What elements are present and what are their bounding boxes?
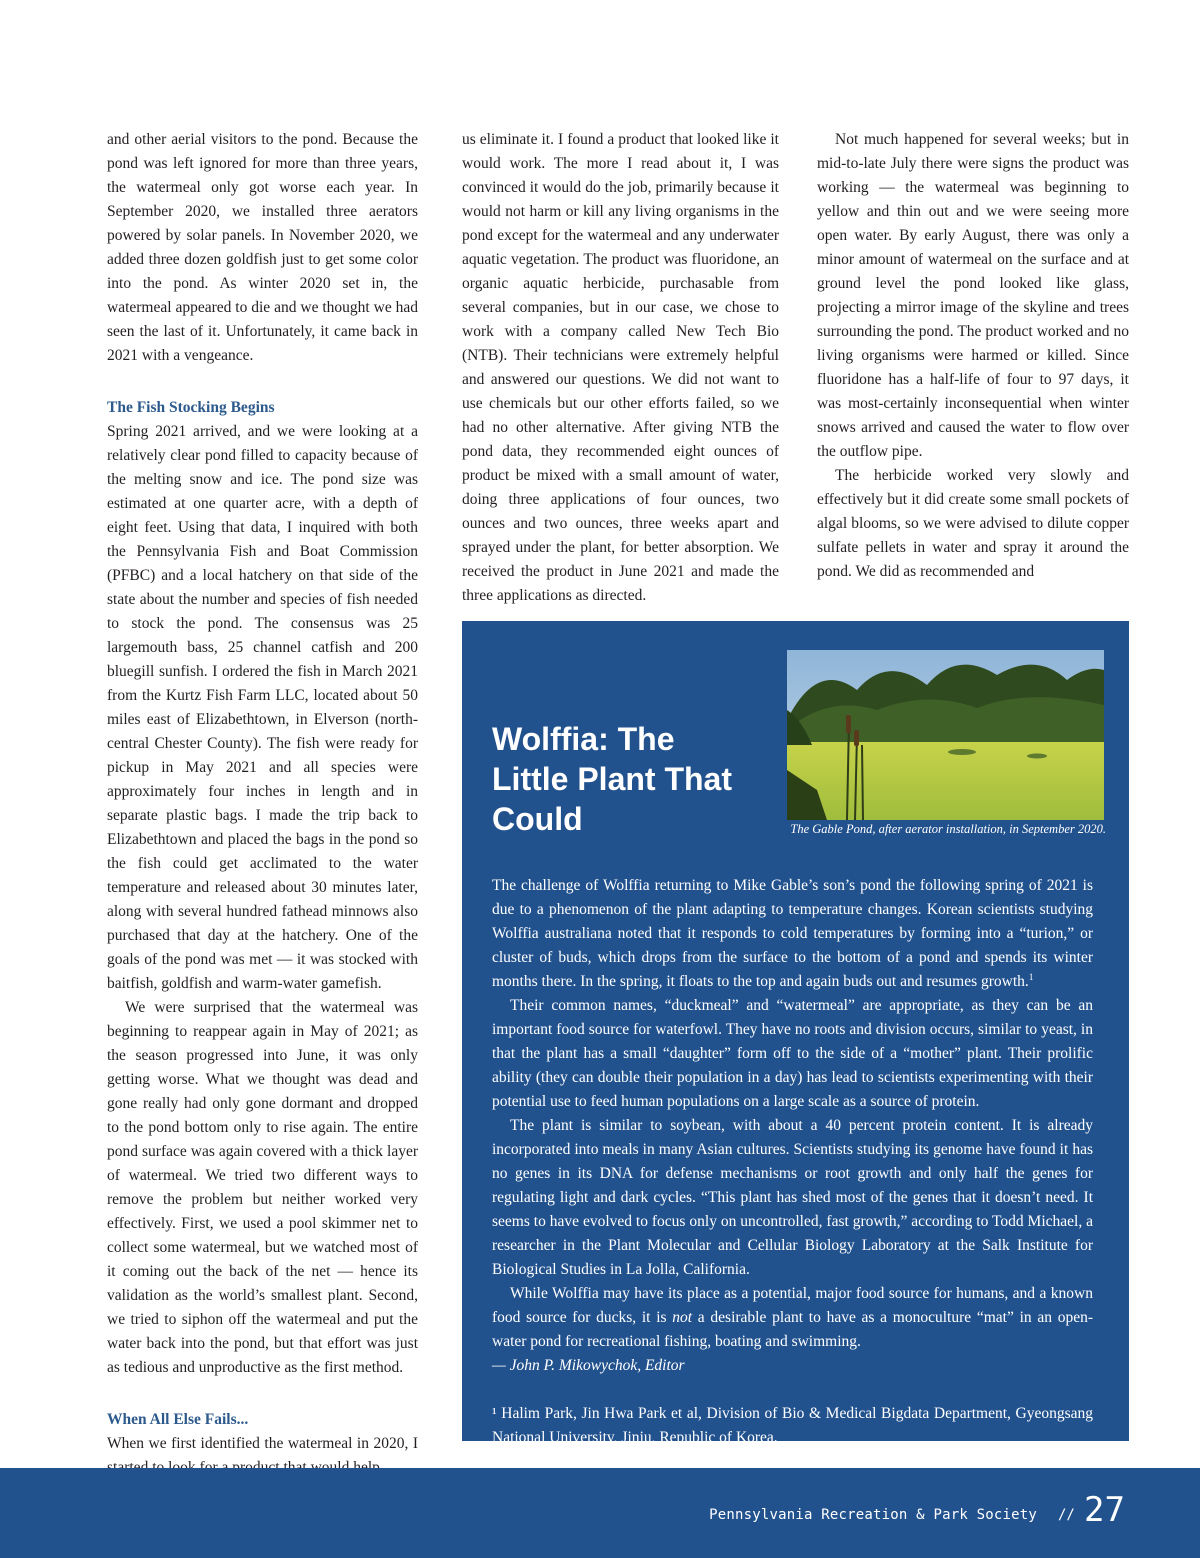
paragraph: The herbicide worked very slowly and effectively but it did create some small pockets of algal blooms, so we were advised to dilute copper sulfate pellets in water and spray it around the pond. We did as recommended and	[817, 467, 1129, 580]
sidebar-paragraph-text: The challenge of Wolffia returning to Mike Gable’s son’s pond the following spring of 2021 is due to a phenomenon of the plant adapting to temperature changes. Korean scientists studying Wolffia australiana noted that it responds to cold temperatures by forming into a “turion,” or cluster of buds, which drops from the surface to the bottom of a pond and spends its winter months there. In the spring, it floats to the top and again buds out and resumes growth.	[492, 877, 1093, 990]
subhead-when-all-else-fails: When All Else Fails...	[107, 1411, 249, 1428]
paragraph: Not much happened for several weeks; but in mid-to-late July there were signs the product was working — the watermeal was beginning to yellow and thin out and we were seeing more open water. By early August, there was only a minor amount of watermeal on the surface and at ground level the pond looked like glass, projecting a mirror image of the skyline and trees surrounding the pond. The product worked and no living organisms were harmed or killed. Since fluoridone has a half-life of four to 97 days, it was most-certainly inconsequential when winter snows arrived and caused the water to flow over the outflow pipe.	[817, 131, 1129, 460]
sidebar-paragraph: The plant is similar to soybean, with about a 40 percent protein content. It is already incorporated into meals in many Asian cultures. Scientists studying its genome have found it has no genes in its DNA for defense mechanisms or root growth and only half the genes for regulating light and dark cycles. “This plant has shed most of the genes that it doesn’t need. It seems to have evolved to focus only on uncontrolled, fast growth,” according to Todd Michael, a researcher in the Plant Molecular and Cellular Biology Laboratory at the Salk Institute for Biological Studies in La Jolla, California.	[492, 1117, 1093, 1278]
editor-signature: — John P. Mikowychok, Editor	[492, 1357, 685, 1374]
paragraph: We were surprised that the watermeal was beginning to reappear again in May of 2021; as the season progressed into June, it was only getting worse. What we thought was dead and gone really had only gone dormant and dropped to the pond bottom only to rise again. The entire pond surface was again covered with a thick layer of watermeal. We tried two different ways to remove the problem but neither worked very effectively. First, we used a pool skimmer net to collect some watermeal, but we watched most of it coming out the back of the net — hence its validation as the world’s smallest plant. Second, we tried to siphon off the watermeal and put the water back into the pond, but that effort was just as tedious and unproductive as the first method.	[107, 999, 418, 1376]
article-column-1	[107, 128, 418, 1480]
article-column-3	[817, 128, 1129, 584]
footer-separator: //	[1058, 1507, 1075, 1523]
sidebar-body	[492, 874, 1093, 1450]
sidebar-paragraph-text: While Wolffia may have its place as a potential, major food source for humans, and a known food source for ducks, it is	[492, 1285, 1093, 1326]
paragraph: and other aerial visitors to the pond. Because the pond was left ignored for more than three years, the watermeal only got worse each year. In September 2020, we installed three aerators powered by solar panels. In November 2020, we added three dozen goldfish just to get some color into the pond. As winter 2020 set in, the watermeal appeared to die and we thought we had seen the last of it. Unfortunately, it came back in 2021 with a vengeance.	[107, 131, 418, 364]
emphasis-not: not	[672, 1309, 693, 1326]
sidebar-paragraph: Their common names, “duckmeal” and “watermeal” are appropriate, as they can be an important food source for waterfowl. They have no roots and division occurs, similar to yeast, in that the plant has a small “daughter” form off to the side of a “mother” plant. Their prolific ability (they can double their population in a day) has lead to scientists experimenting with their potential use to feed human populations on a large scale as a source of protein.	[492, 997, 1093, 1110]
pond-photo	[787, 650, 1104, 820]
pond-photo-image	[787, 650, 1104, 820]
sidebar-paragraph	[492, 874, 1093, 994]
sidebar-paragraph	[492, 1282, 1093, 1354]
subhead-fish-stocking: The Fish Stocking Begins	[107, 399, 275, 416]
sidebar-title-rest: The Little Plant That Could	[492, 721, 732, 837]
sidebar-paragraph-text: a desirable plant to have as a monoculture “mat” in an open-water pond for recreational fishing, boating and swimming.	[492, 1309, 1093, 1350]
footnote: ¹ Halim Park, Jin Hwa Park et al, Division of Bio & Medical Bigdata Department, Gyeongsang National University, Jinju, Republic of Korea.	[492, 1405, 1093, 1446]
footer-organization: Pennsylvania Recreation & Park Society	[709, 1507, 1037, 1523]
paragraph: Spring 2021 arrived, and we were looking at a relatively clear pond filled to capacity because of the melting snow and ice. The pond size was estimated at one quarter acre, with a depth of eight feet. Using that data, I inquired with both the Pennsylvania Fish and Boat Commission (PFBC) and a local hatchery on that side of the state about the number and species of fish needed to stock the pond. The consensus was 25 largemouth bass, 25 channel catfish and 200 bluegill sunfish. I ordered the fish in March 2021 from the Kurtz Fish Farm LLC, located about 50 miles east of Elizabethtown, in Elverson (north-central Chester County). The fish were ready for pickup in May 2021 and all species were approximately four inches in length and in separate plastic bags. I made the trip back to Elizabethtown and placed the bags in the pond so the fish could get acclimated to the water temperature and released about 30 minutes later, along with several hundred fathead minnows also purchased that day at the hatchery. One of the goals of the pond was met — it was stocked with baitfish, goldfish and warm-water gamefish.	[107, 423, 418, 992]
sidebar-title	[492, 719, 752, 839]
footnote-marker: 1	[1028, 971, 1034, 982]
article-column-2	[462, 128, 779, 608]
paragraph: us eliminate it. I found a product that looked like it would work. The more I read about it, I was convinced it would do the job, primarily because it would not harm or kill any living organisms in the pond except for the watermeal and any underwater aquatic vegetation. The product was fluoridone, an organic aquatic herbicide, purchasable from several companies, but in our case, we chose to work with a company called New Tech Bio (NTB). Their technicians were extremely helpful and answered our questions. We did not want to use chemicals but our other efforts failed, so we had no other alternative. After giving NTB the pond data, they recommended eight ounces of product be mixed with a small amount of water, doing three applications of four ounces, two ounces and two ounces, three weeks apart and sprayed under the plant, for better absorption. We received the product in June 2021 and made the three applications as directed.	[462, 131, 779, 604]
paragraph: When we first identified the watermeal in 2020, I	[107, 1435, 418, 1452]
wolffia-sidebar	[462, 621, 1129, 1446]
sidebar-title-bold: Wolffia:	[492, 721, 609, 757]
page-footer	[0, 1468, 1200, 1558]
page-number: 27	[1084, 1490, 1125, 1530]
photo-caption: The Gable Pond, after aerator installation, in September 2020.	[790, 822, 1106, 836]
